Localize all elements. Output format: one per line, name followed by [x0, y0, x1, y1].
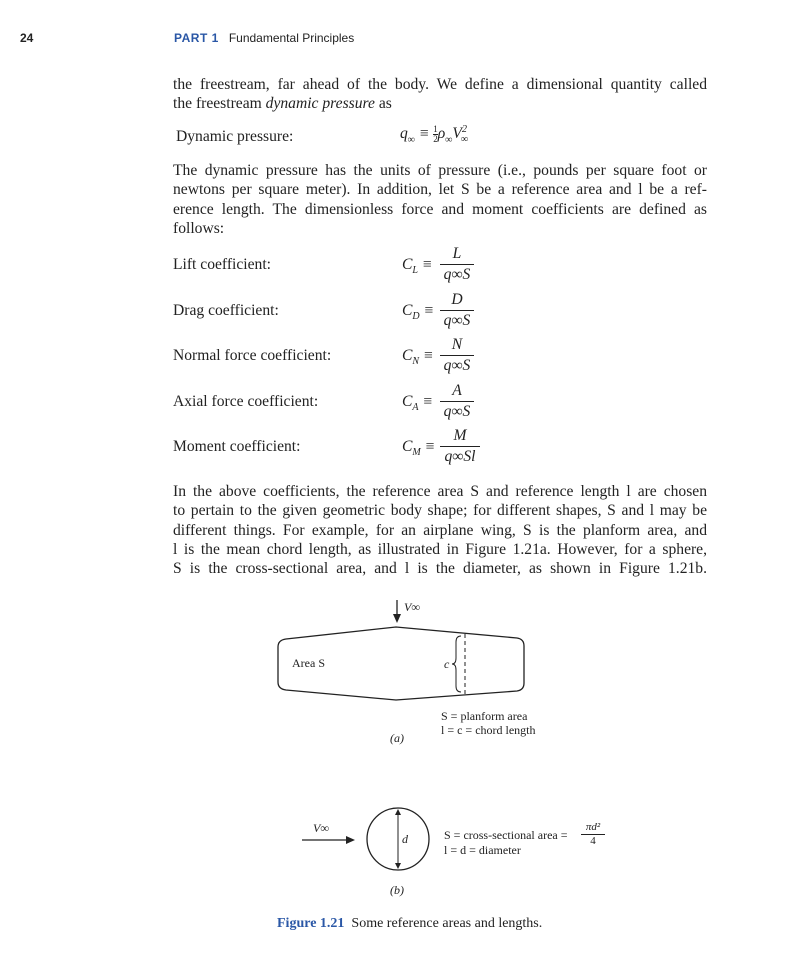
part-label: PART 1: [174, 31, 219, 45]
moment-coefficient-symbol: $C_M$ ≡: [402, 438, 436, 459]
dynamic-pressure-equation: $q_\infty$ ≡ $\frac{1}{2}$ $\rho_\infty V^2_\infty$: [400, 124, 469, 146]
lift-coefficient-label: Lift coefficient:: [173, 256, 271, 273]
figure-b-note-1: S = cross-sectional area =: [444, 828, 568, 842]
paragraph-2-line-2: newtons per square meter). In addition, let S be a reference area and l be a ref-: [173, 181, 707, 199]
paragraph-2-line-4: follows:: [173, 219, 225, 237]
figure-b-fraction: πd² 4: [581, 821, 605, 848]
figure-b-diameter-label: d: [402, 832, 408, 846]
paragraph-3-line-5: S is the cross-sectional area, and l is the diameter, as shown in Figure 1.21b.: [173, 560, 707, 578]
normal-force-coefficient-symbol: $C_N$ ≡: [402, 347, 434, 368]
diameter-arrow: [395, 809, 401, 869]
figure-a-note-1: S = planform area: [441, 709, 528, 723]
part-title: Fundamental Principles: [228, 31, 355, 45]
lift-coefficient-fraction: L q∞S: [440, 245, 474, 284]
figure-a-chord-label: c: [444, 657, 450, 671]
paragraph-3-line-3: different things. For example, for an airplane wing, S is the planform area, and: [173, 521, 707, 539]
drag-coefficient-symbol: $C_D$ ≡: [402, 302, 435, 323]
figure-b-note-2: l = d = diameter: [444, 843, 521, 857]
axial-force-coefficient-symbol: $C_A$ ≡: [402, 393, 433, 414]
paragraph-2-line-3: erence length. The dimensionless force and moment coefficients are defined as: [173, 200, 707, 218]
axial-force-coefficient-label: Axial force coefficient:: [173, 393, 319, 410]
chord-brace: [452, 636, 461, 692]
figure-b-tag: (b): [390, 883, 404, 897]
paragraph-3-line-4: l is the mean chord length, as illustrated in Figure 1.21a. However, for a sphere,: [173, 540, 707, 558]
normal-force-coefficient-fraction: N q∞S: [440, 336, 474, 375]
figure-caption: Figure 1.21 Some reference areas and lengths.: [277, 916, 543, 931]
dynamic-pressure-label: Dynamic pressure:: [176, 128, 294, 145]
normal-force-coefficient-label: Normal force coefficient:: [173, 347, 332, 364]
freestream-arrow-a: [393, 600, 401, 623]
page-number: 24: [20, 31, 34, 45]
lift-coefficient-symbol: $C_L$ ≡: [402, 256, 433, 277]
axial-force-coefficient-fraction: A q∞S: [440, 382, 474, 421]
figure-a-area-label: Area S: [292, 656, 325, 670]
freestream-arrow-b: [302, 836, 355, 844]
paragraph-1-line-1: the freestream, far ahead of the body. We define a dimensional quantity called: [173, 76, 707, 93]
figure-b-velocity-label: V∞: [313, 821, 329, 835]
moment-coefficient-label: Moment coefficient:: [173, 438, 301, 455]
paragraph-1-line-2: the freestream dynamic pressure as: [173, 95, 392, 113]
paragraph-3-line-1: In the above coefficients, the reference area S and reference length l are chosen: [173, 483, 707, 500]
paragraph-2-line-1: The dynamic pressure has the units of pressure (i.e., pounds per square foot or: [173, 162, 707, 179]
figure-a-velocity-label: V∞: [404, 600, 420, 614]
drag-coefficient-label: Drag coefficient:: [173, 302, 279, 319]
figure-a-tag: (a): [390, 731, 404, 745]
paragraph-3-line-2: to pertain to the given geometric body shape; for different shapes, S and l may be: [173, 502, 707, 520]
moment-coefficient-fraction: M q∞Sl: [440, 427, 480, 466]
figure-a-note-2: l = c = chord length: [441, 723, 536, 737]
drag-coefficient-fraction: D q∞S: [440, 291, 474, 330]
